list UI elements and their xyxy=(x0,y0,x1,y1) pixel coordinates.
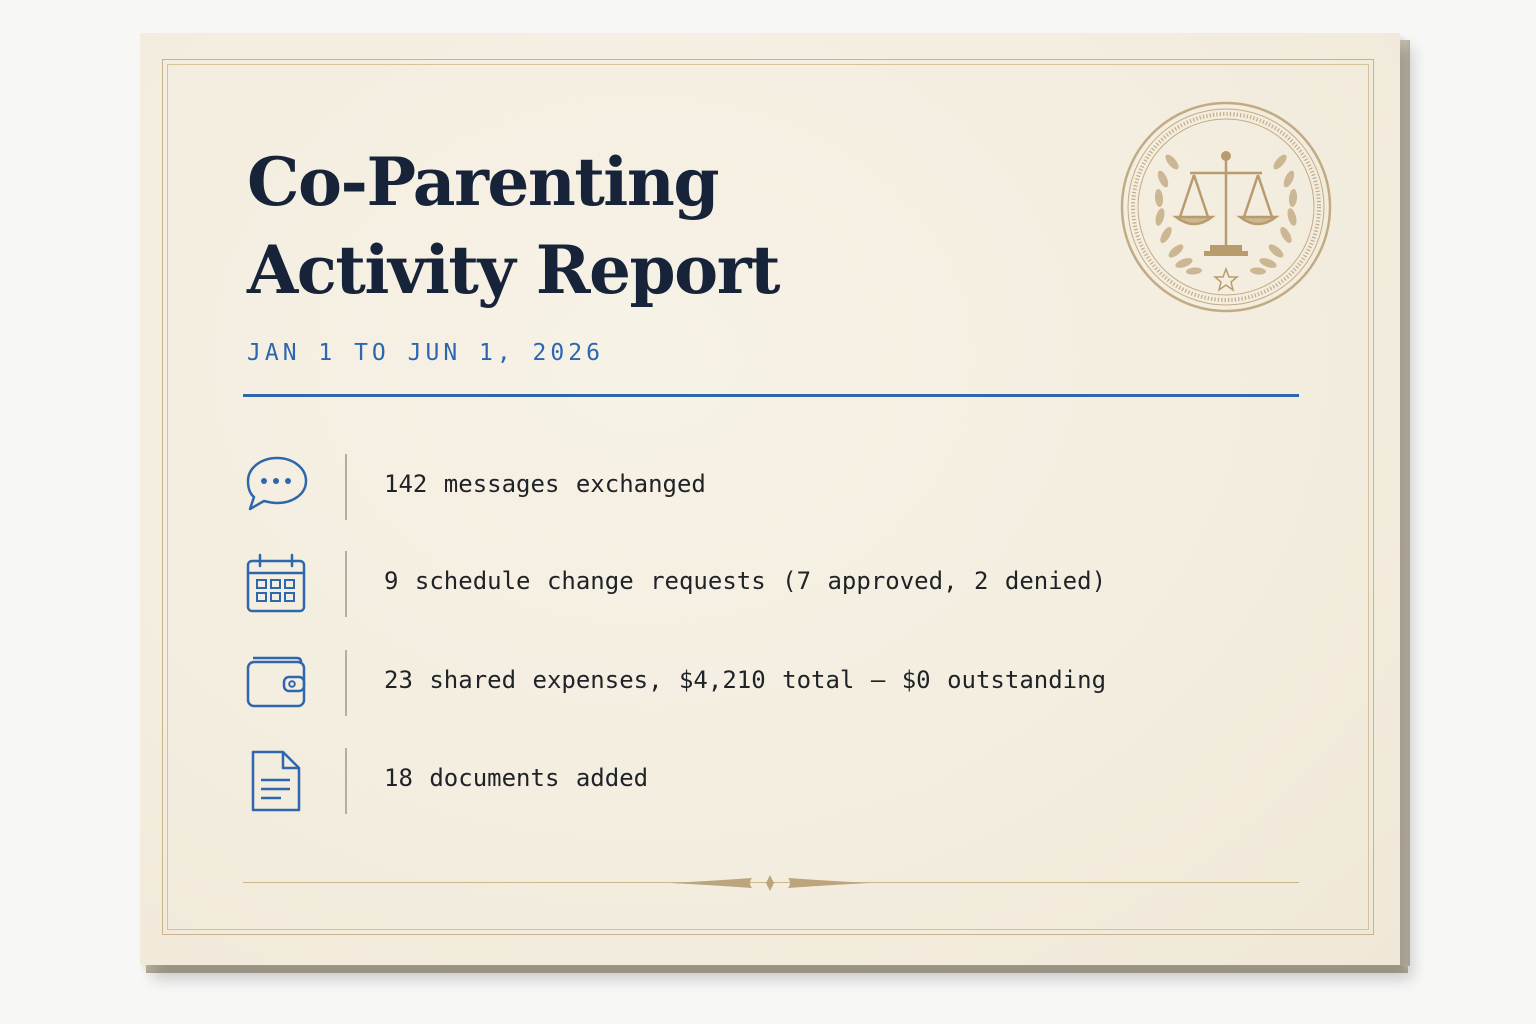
stat-divider xyxy=(345,454,347,520)
stat-text-schedule-changes: 9 schedule change requests (7 approved, 2 denied) xyxy=(384,567,1107,595)
stat-row-messages xyxy=(243,454,1223,520)
wallet-icon xyxy=(243,650,309,716)
stat-divider xyxy=(345,650,347,716)
report-title-line-2: Activity Report xyxy=(247,231,779,309)
card-bottom-edge xyxy=(146,965,1408,973)
stat-divider xyxy=(345,551,347,617)
card-side-edge xyxy=(1400,40,1410,966)
scales-of-justice-seal-icon xyxy=(1120,101,1332,313)
report-title xyxy=(247,138,779,314)
stat-row-schedule-changes xyxy=(243,551,1223,617)
stat-text-expenses: 23 shared expenses, $4,210 total — $0 outstanding xyxy=(384,666,1107,694)
stat-text-messages: 142 messages exchanged xyxy=(384,470,706,498)
report-card xyxy=(140,33,1400,965)
report-title-line-1: Co-Parenting xyxy=(247,143,719,221)
date-range: JAN 1 TO JUN 1, 2026 xyxy=(247,340,604,366)
stat-row-expenses xyxy=(243,650,1223,716)
flourish-ornament xyxy=(670,871,870,895)
title-divider xyxy=(243,394,1299,397)
stat-text-documents: 18 documents added xyxy=(384,764,649,792)
calendar-icon xyxy=(243,551,309,617)
stat-row-documents xyxy=(243,748,1223,814)
document-icon xyxy=(243,748,309,814)
stat-divider xyxy=(345,748,347,814)
chat-bubble-icon xyxy=(243,454,309,520)
